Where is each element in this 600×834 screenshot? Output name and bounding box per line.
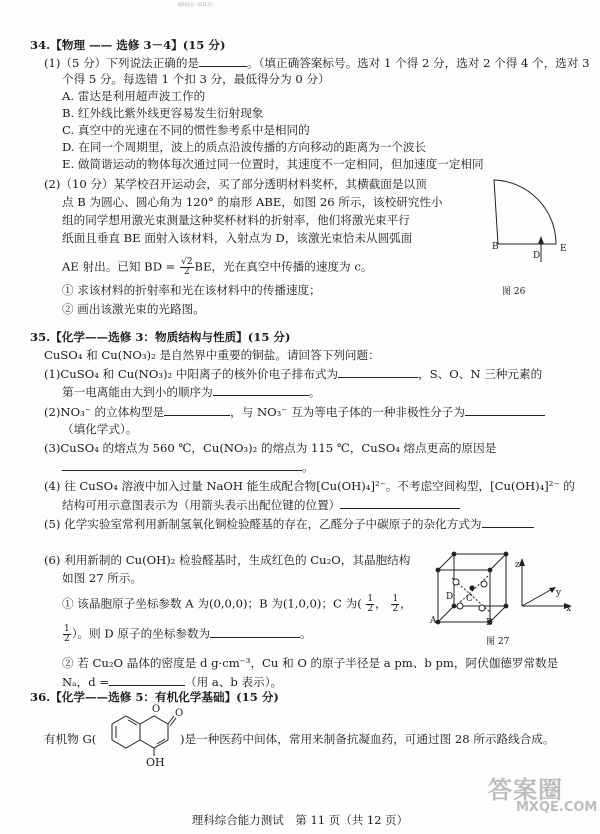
q35-part4-line1: (4) 往 CuSO₄ 溶液中加入过量 NaOH 能生成配合物[Cu(OH)₄]²⁻。不考虑空间构型，[Cu(OH)₄]²⁻ 的 [44,479,575,493]
q35-part3-text-b: 。 [302,460,314,474]
fraction-denominator: 2 [64,634,70,644]
answer-blank[interactable] [465,404,545,416]
fraction-root2-over-2 [180,258,193,277]
q35-part2-text-a: (2)NO₃⁻ 的立体构型是 [44,405,165,419]
molecule-hydroxyl: OH [146,756,165,769]
fraction-numerator: 1 [392,594,399,604]
fraction-numerator: √2 [181,257,193,267]
fig27-caption: 图 27 [486,637,510,647]
q35-part1-line2 [62,384,320,400]
q34-option-d: D. 在同一个周期里，波上的质点沿波传播的方向移动的距离为一个波长 [62,140,427,154]
q35-part1-text-c: 第一电离能由大到小的顺序为 [62,385,213,399]
fraction-one-half [63,625,71,644]
q34-part2-sub2: ② 画出该激光束的光路图。 [62,302,205,316]
q35-part3-line2 [62,459,314,475]
q34-option-e: E. 做简谐运动的物体每次通过同一位置时，其速度不一定相同，但加速度一定相同 [62,157,484,171]
q35-part3-line1: (3)CuSO₄ 的熔点为 560 ℃，Cu(NO₃)₂ 的熔点为 115 ℃，CuSO₄ 熔点更高的原因是 [44,441,497,455]
fig27-label-b: B [486,618,493,628]
q35-part2-line1 [44,404,545,420]
q34-be-text: BE，光在真空中传播的速度为 c。 [194,259,373,274]
fraction-one-half [391,595,399,614]
molecule-carbonyl-oxygen: O [175,708,184,719]
q34-part1-text-b: 。（填正确答案标号。选对 1 个得 2 分，选对 2 个得 4 个，选对 3 [247,56,590,70]
answer-blank[interactable] [340,497,460,509]
q35-part1-text-b: ，S、O、N 三种元素的 [418,367,543,381]
fig26-caption: 图 26 [502,287,526,297]
period: 。 [300,626,312,641]
fig27-label-c: C [466,594,473,604]
q34-part2-line3: 组的同学想用激光束测量这种奖杯材料的折射率，他们将激光束平行 [62,213,410,227]
watermark-site: MXQE.COM [516,800,598,815]
q35-part6-line1: (6) 利用新制的 Cu(OH)₂ 检验醛基时，生成红色的 Cu₂O，其晶胞结构 [44,553,411,567]
fraction-one-half [366,595,374,614]
q34-part1-line1 [44,55,590,71]
q34-part2-line5 [62,258,372,277]
fig26-label-e: E [560,244,567,254]
comma: ， [400,596,412,611]
q35-coords-text: ① 该晶胞原子坐标参数 A 为(0,0,0)；B 为(1,0,0)；C 为( [62,596,362,611]
fraction-denominator: 2 [367,604,374,614]
q35-part6-line6 [62,674,282,690]
q35-part1-text-d: 。 [308,385,321,399]
q35-part6-line4 [62,625,312,644]
answer-blank[interactable] [210,626,300,638]
q35-intro: CuSO₄ 和 Cu(NO₃)₂ 是自然界中重要的铜盐。请回答下列问题： [44,348,380,362]
answer-blank[interactable] [338,366,418,378]
q34-option-b: B. 红外线比紫外线更容易发生衍射现象 [62,106,264,120]
fraction-denominator: 2 [183,267,190,277]
q35-density-hint: （用 a、b 表示）。 [185,675,283,689]
q35-part5-text: (5) 化学实验室常利用新制氢氧化铜检验醛基的存在，乙醛分子中碳原子的杂化方式为 [44,517,482,531]
q36-line1-end: )是一种医药中间体，常用来制备抗凝血药，可通过图 28 所示路线合成。 [180,732,555,746]
q35-part1-text-a: (1)CuSO₄ 和 Cu(NO₃)₂ 中阳离子的核外价电子排布式为 [44,367,339,381]
q35-part6-line3 [62,595,412,614]
q34-part1-text-a: (1)（5 分）下列说法正确的是 [44,56,200,70]
q35-part6-line5: ② 若 Cu₂O 晶体的密度是 d g·cm⁻³，Cu 和 O 的原子半径是 a pm、b pm，阿伏伽德罗常数是 [62,656,559,670]
q35-part6-line2: 如图 27 所示。 [62,571,143,585]
comma: ， [375,596,387,611]
answer-blank[interactable] [482,516,534,528]
q35-heading: 35.【化学——选修 3：物质结构与性质】(15 分) [30,330,291,344]
answer-blank[interactable] [164,404,230,416]
q35-part4-text-b: 结构可用示意图表示为（用箭头表示出配位键的位置） [62,498,341,512]
fig26-label-d: D [533,251,541,261]
fig27-axis-y: y [556,588,562,598]
fig27-label-d: D [446,592,454,602]
q34-option-a: A. 雷达是利用超声波工作的 [62,89,206,103]
fraction-numerator: 1 [367,594,374,604]
molecule-ring-oxygen: O [152,704,161,715]
answer-blank[interactable] [62,459,302,471]
tiny-header: 理科综合（第11页） [178,2,216,7]
q34-part2-line2: 点 B 为圆心、圆心角为 120° 的扇形 ABE，如图 26 所示，该校研究性小 [62,195,443,209]
q35-part2-line2: （填化学式）。 [62,422,138,436]
q36-line1-start: 有机物 G( [44,732,97,746]
q34-part1-line2: 个得 5 分。每选错 1 个扣 3 分，最低得分为 0 分） [62,72,330,86]
q35-density-text: Nₐ，d = [62,675,110,689]
q34-part2-line1: (2)（10 分）某学校召开运动会，买了部分透明材料奖杯，其横截面是以顶 [44,177,427,191]
q36-heading: 36.【化学——选修 5：有机化学基础】(15 分) [30,690,279,704]
q34-part2-line4: 纸面且垂直 BE 面射入该材料，入射点为 D，该激光束恰未从圆弧面 [62,231,413,245]
molecule-g-structure [108,702,180,768]
q34-bd-text: AE 射出。已知 BD = [62,259,176,274]
q35-d-coords-text: ）。则 D 原子的坐标参数为 [71,626,211,641]
q35-part5-line1 [44,516,534,532]
watermark-logo: 答案圈 [488,776,563,804]
fraction-denominator: 2 [392,604,399,614]
q34-option-c: C. 真空中的光速在不同的惯性参考系中是相同的 [62,123,310,137]
q34-part2-sub1: ① 求该材料的折射率和光在该材料中的传播速度； [62,283,321,297]
fig27-label-a: A [430,616,437,626]
q35-part4-line2 [62,497,460,513]
answer-blank[interactable] [213,384,309,396]
q35-part1-line1 [44,366,542,382]
q35-part2-text-b: ，与 NO₃⁻ 互为等电子体的一种非极性分子为 [230,405,465,419]
page-footer: 理科综合能力测试 第 11 页（共 12 页） [191,813,409,827]
answer-blank[interactable] [109,674,185,686]
fig26-label-b: B [492,242,499,252]
fig27-axis-x: x [566,604,572,614]
fig27-axis-z: z [515,560,520,570]
q34-heading: 34.【物理 —— 选修 3－4】(15 分) [30,38,226,52]
fraction-numerator: 1 [64,624,70,634]
answer-blank[interactable] [199,55,247,67]
